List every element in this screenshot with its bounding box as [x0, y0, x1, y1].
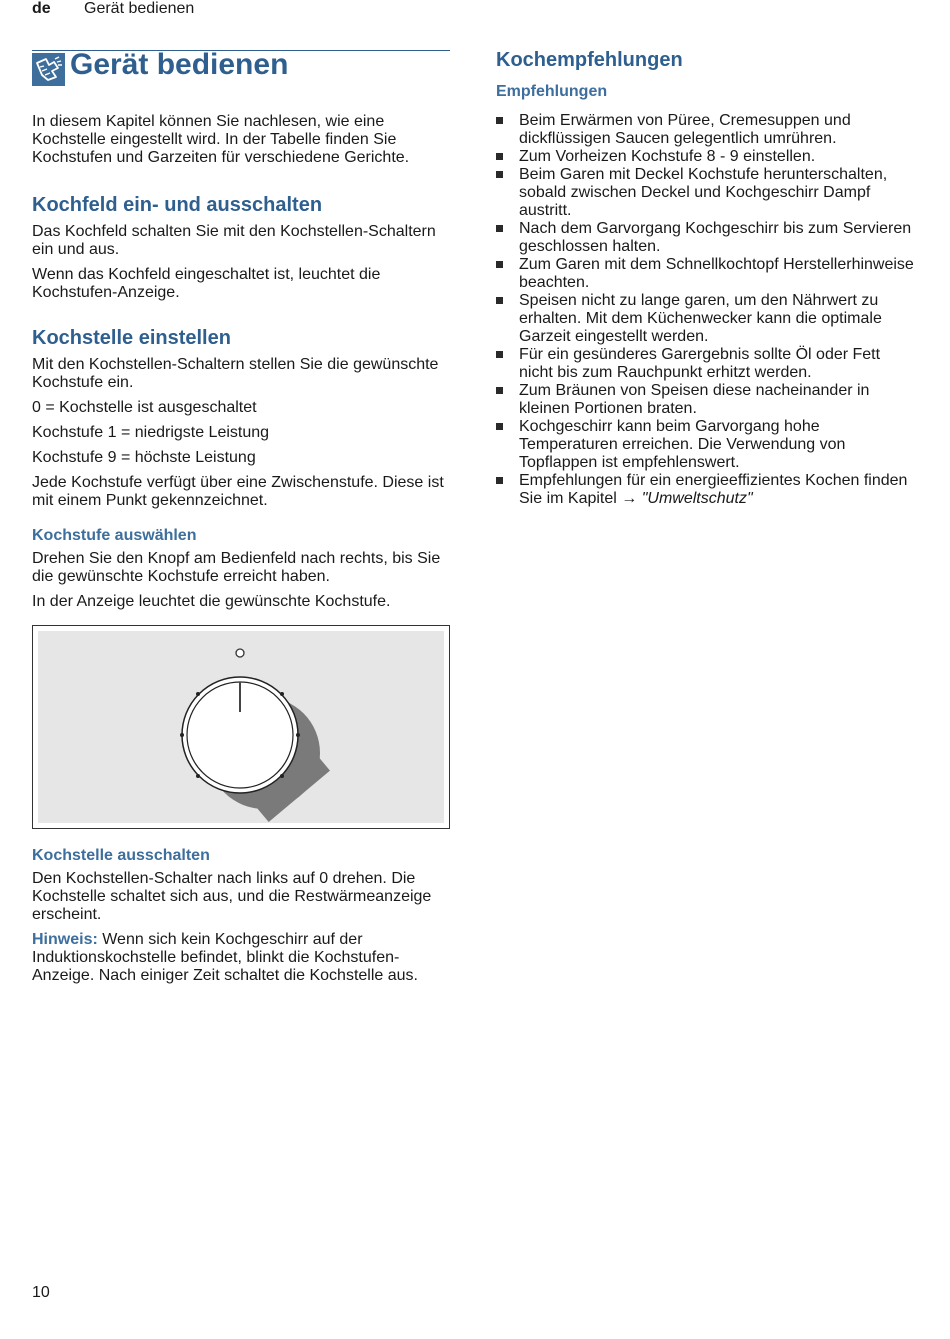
list-item: Empfehlungen für ein energieeffizientes Kochen finden Sie im Kapitel → "Umweltschutz" [496, 472, 916, 508]
chapter-link-umweltschutz[interactable]: "Umweltschutz" [641, 490, 753, 507]
list-item: Für ein gesünderes Garergebnis sollte Öl oder Fett nicht bis zum Rauchpunkt erhitzt werden. [496, 346, 916, 382]
subheading-empfehlungen: Empfehlungen [496, 83, 608, 100]
page-header [32, 0, 194, 18]
hinweis-text: Wenn sich kein Kochgeschirr auf der Induktionskochstelle befindet, blinkt die Kochstufen-Anzeige. Nach einiger Zeit schaltet die Kochstelle aus. [32, 931, 418, 984]
section-heading-einstellen: Kochstelle einstellen [32, 327, 231, 349]
einstellen-paragraph-2: 0 = Kochstelle ist ausgeschaltet [32, 399, 257, 416]
header-section-title: Gerät bedienen [84, 0, 195, 17]
subheading-auswaehlen: Kochstufe auswählen [32, 527, 197, 544]
bullet-icon [496, 117, 503, 124]
hinweis-label: Hinweis: [32, 931, 98, 948]
einstellen-paragraph-1: Mit den Kochstellen-Schaltern stellen Sie die gewünschte Kochstufe ein. [32, 356, 439, 391]
section-heading-kochfeld: Kochfeld ein- und ausschalten [32, 194, 323, 216]
bullet-icon [496, 477, 503, 484]
einstellen-paragraph-3: Kochstufe 1 = niedrigste Leistung [32, 424, 270, 441]
bullet-icon [496, 351, 503, 358]
subheading-ausschalten: Kochstelle ausschalten [32, 847, 210, 864]
bullet-icon [496, 423, 503, 430]
arrow-right-icon: → [621, 490, 638, 507]
list-item: Zum Garen mit dem Schnellkochtopf Herstellerhinweise beachten. [496, 256, 916, 292]
chapter-title-row [32, 50, 450, 91]
einstellen-paragraph-5: Jede Kochstufe verfügt über eine Zwischenstufe. Diese ist mit einem Punkt gekennzeichnet. [32, 474, 444, 509]
list-item: Beim Erwärmen von Püree, Cremesuppen und dickflüssigen Saucen gelegentlich umrühren. [496, 112, 916, 148]
list-item: Zum Vorheizen Kochstufe 8 - 9 einstellen. [496, 148, 916, 166]
ausschalten-paragraph-1: Den Kochstellen-Schalter nach links auf 0 drehen. Die Kochstelle schaltet sich aus, und die Restwärmeanzeige erscheint. [32, 870, 432, 923]
hand-operating-icon [32, 53, 65, 86]
right-column [496, 48, 916, 508]
bullet-icon [496, 387, 503, 394]
list-item: Beim Garen mit Deckel Kochstufe herunterschalten, sobald zwischen Deckel und Kochgeschirr Dampf austritt. [496, 166, 916, 220]
bullet-icon [496, 225, 503, 232]
language-code: de [32, 0, 51, 17]
list-item: Zum Bräunen von Speisen diese nacheinander in kleinen Portionen braten. [496, 382, 916, 418]
bullet-icon [496, 261, 503, 268]
chapter-title: Gerät bedienen [70, 48, 289, 81]
bullet-icon [496, 297, 503, 304]
kochfeld-paragraph-1: Das Kochfeld schalten Sie mit den Kochstellen-Schaltern ein und aus. [32, 223, 436, 258]
page-number: 10 [32, 1284, 50, 1301]
recommendation-list [496, 112, 916, 508]
bullet-icon [496, 153, 503, 160]
auswaehlen-paragraph-2: In der Anzeige leuchtet die gewünschte Kochstufe. [32, 593, 391, 610]
einstellen-paragraph-4: Kochstufe 9 = höchste Leistung [32, 449, 256, 466]
hinweis-paragraph [32, 931, 450, 985]
position-marker-icon [236, 649, 244, 657]
intro-paragraph: In diesem Kapitel können Sie nachlesen, wie eine Kochstelle eingestellt wird. In der Tabelle finden Sie Kochstufen und Garzeiten für verschiedene Gerichte. [32, 113, 410, 166]
kochfeld-paragraph-2: Wenn das Kochfeld eingeschaltet ist, leuchtet die Kochstufen-Anzeige. [32, 266, 381, 301]
list-item: Speisen nicht zu lange garen, um den Nährwert zu erhalten. Mit dem Küchenwecker kann die optimale Garzeit eingestellt werden. [496, 292, 916, 346]
control-knob-illustration [32, 625, 450, 829]
section-heading-kochempfehlungen: Kochempfehlungen [496, 49, 683, 71]
list-item: Nach dem Garvorgang Kochgeschirr bis zum Servieren geschlossen halten. [496, 220, 916, 256]
bullet-icon [496, 171, 503, 178]
auswaehlen-paragraph-1: Drehen Sie den Knopf am Bedienfeld nach rechts, bis Sie die gewünschte Kochstufe erreicht haben. [32, 550, 441, 585]
left-column [32, 50, 450, 992]
list-item: Kochgeschirr kann beim Garvorgang hohe Temperaturen erreichen. Die Verwendung von Topflappen ist empfehlenswert. [496, 418, 916, 472]
